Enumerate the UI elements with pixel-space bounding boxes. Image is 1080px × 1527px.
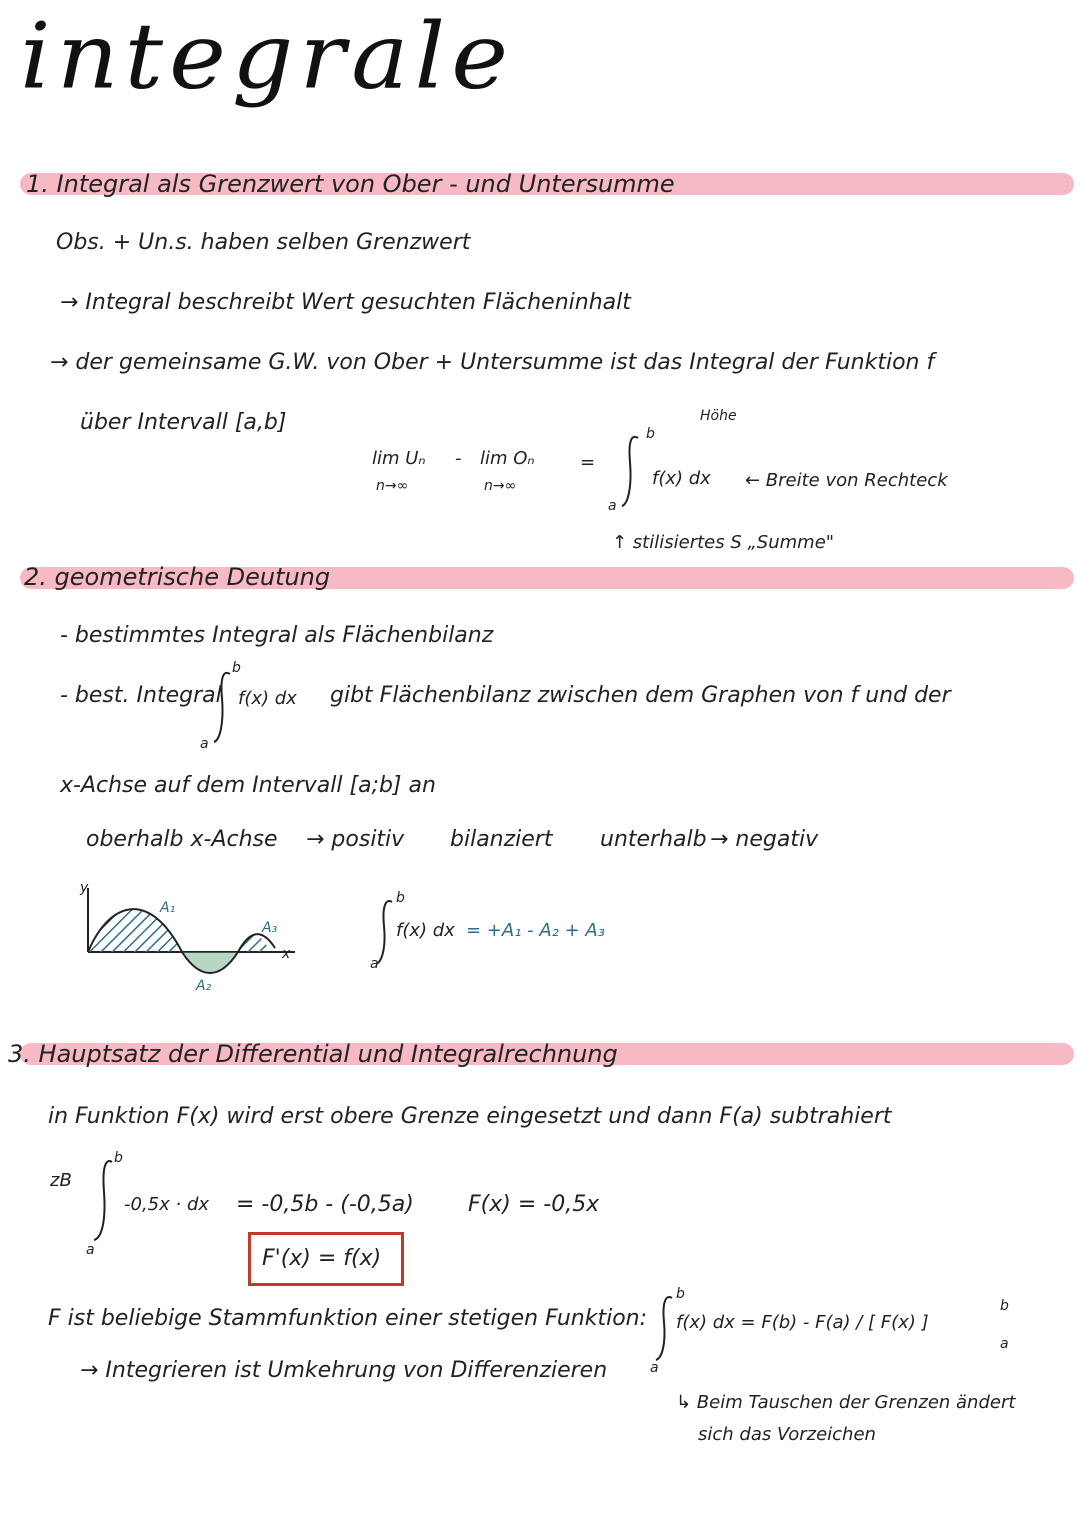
integral-expression: f(x) dx <box>238 688 297 709</box>
integral-sign-icon <box>88 1156 122 1246</box>
page-title: integrale <box>20 2 515 110</box>
bilanziert-label: bilanziert <box>450 827 553 852</box>
section-1-line: → Integral beschreibt Wert gesuchten Flächeninhalt <box>60 290 631 315</box>
integral-upper-bound: b <box>396 890 405 906</box>
area-label-a3: A₃ <box>262 920 278 936</box>
vorzeichen-note: sich das Vorzeichen <box>698 1424 876 1445</box>
integral-lower-bound: a <box>370 956 379 972</box>
n-to-infinity: n→∞ <box>484 478 517 494</box>
area-label-a2: A₂ <box>196 978 212 994</box>
integral-upper-bound: b <box>232 660 241 676</box>
example-result: = -0,5b - (-0,5a) <box>236 1192 414 1217</box>
y-axis-label: y <box>80 880 89 896</box>
lim-lower-sum: lim Uₙ <box>372 448 426 469</box>
boxed-formula: F'(x) = f(x) <box>262 1246 382 1271</box>
section-2-line: - bestimmtes Integral als Flächenbilanz <box>60 623 494 648</box>
section-1-line: Obs. + Un.s. haben selben Grenzwert <box>56 230 471 255</box>
antiderivative-label: F(x) = -0,5x <box>468 1192 600 1217</box>
example-label: zB <box>50 1170 72 1191</box>
lim-equals: = <box>580 452 596 473</box>
section-2-line: - best. Integral <box>60 683 222 708</box>
stilisiert-label: ↑ stilisiertes S „Summe" <box>612 532 835 553</box>
section-3-line: in Funktion F(x) wird erst obere Grenze eingesetzt und dann F(a) subtrahiert <box>48 1104 892 1129</box>
formula-upper-bound: b <box>1000 1298 1009 1314</box>
below-axis-label: unterhalb <box>600 827 707 852</box>
integral-lower-bound: a <box>86 1242 95 1258</box>
integral-upper-bound: b <box>114 1150 123 1166</box>
integral-lower-bound: a <box>200 736 209 752</box>
formula-lower-bound: a <box>1000 1336 1009 1352</box>
example-integrand: -0,5x · dx <box>124 1194 210 1215</box>
section-1-line: über Intervall [a,b] <box>80 410 287 435</box>
above-axis-label: oberhalb x-Achse <box>86 827 278 852</box>
section-1-heading: 1. Integral als Grenzwert von Ober - und Untersumme <box>26 170 675 198</box>
integral-expression: f(x) dx <box>652 468 711 489</box>
integral-upper-bound: b <box>646 426 655 442</box>
area-label-a1: A₁ <box>160 900 176 916</box>
area-bilanz-formula: = +A₁ - A₂ + A₃ <box>466 920 605 941</box>
negative-label: → negativ <box>710 827 819 852</box>
integral-lower-bound: a <box>608 498 617 514</box>
integral-lower-bound: a <box>650 1360 659 1376</box>
section-2-line: gibt Flächenbilanz zwischen dem Graphen von f und der <box>330 683 951 708</box>
integral-upper-bound: b <box>676 1286 685 1302</box>
hauptsatz-formula: f(x) dx = F(b) - F(a) / [ F(x) ] <box>676 1312 929 1333</box>
section-2-heading: 2. geometrische Deutung <box>24 563 331 591</box>
lim-upper-sum: lim Oₙ <box>480 448 535 469</box>
integral-sign-icon <box>616 432 646 512</box>
x-axis-label: x <box>282 946 291 962</box>
n-to-infinity: n→∞ <box>376 478 409 494</box>
section-3-heading: 3. Hauptsatz der Differential und Integralrechnung <box>8 1040 618 1068</box>
integral-sign-icon <box>208 668 238 748</box>
section-1-line: → der gemeinsame G.W. von Ober + Untersumme ist das Integral der Funktion f <box>50 350 935 375</box>
stammfunktion-statement: F ist beliebige Stammfunktion einer stetigen Funktion: <box>48 1306 648 1331</box>
hoehe-label: Höhe <box>700 408 737 424</box>
integrieren-line: → Integrieren ist Umkehrung von Differenzieren <box>80 1358 608 1383</box>
lim-dash: - <box>455 448 462 469</box>
area-sketch-graph <box>70 880 310 1010</box>
vorzeichen-note: ↳ Beim Tauschen der Grenzen ändert <box>676 1392 1016 1413</box>
breite-label: ← Breite von Rechteck <box>745 470 948 491</box>
integral-expression: f(x) dx <box>396 920 455 941</box>
section-2-line: x-Achse auf dem Intervall [a;b] an <box>60 773 436 798</box>
positive-label: → positiv <box>306 827 405 852</box>
